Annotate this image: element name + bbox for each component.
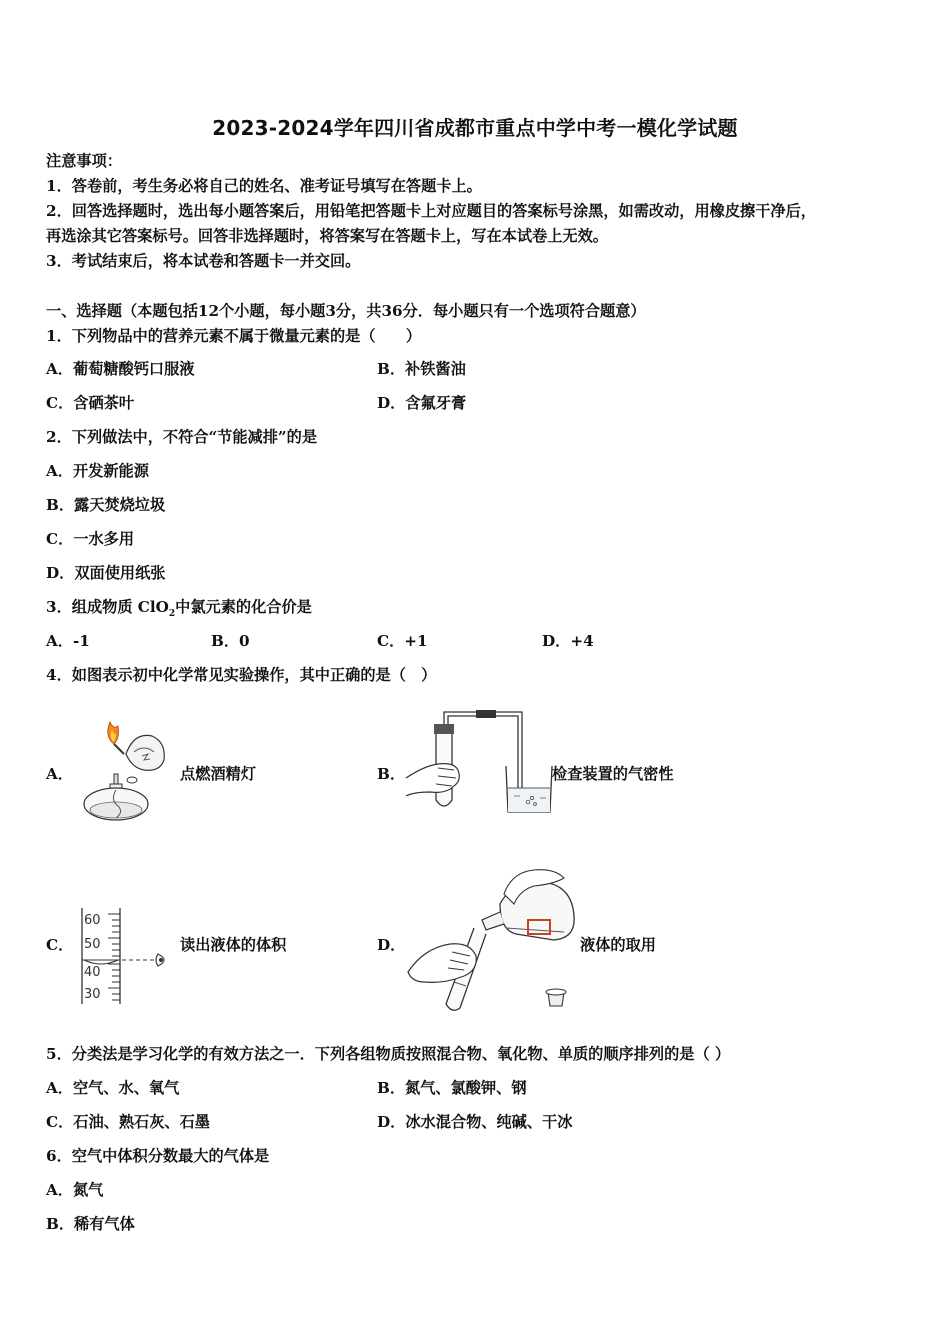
q3-stem: 3．组成物质 ClO$_2$中氯元素的化合价是 — [46, 598, 312, 620]
q2-option-a: A．开发新能源 — [46, 462, 149, 480]
page-title: 2023-2024学年四川省成都市重点中学中考一模化学试题 — [212, 116, 738, 140]
airtightness-figure — [404, 708, 554, 818]
q3-option-c: C．+1 — [377, 632, 428, 650]
q1-stem: 1．下列物品中的营养元素不属于微量元素的是（ ） — [46, 327, 422, 345]
q4-option-c-label: C． — [46, 936, 74, 954]
liquid-pouring-figure — [404, 864, 584, 1016]
q4-option-a-label: A． — [46, 765, 73, 783]
q4-option-d-label: D． — [377, 936, 406, 954]
q5-option-a: A．空气、水、氧气 — [46, 1079, 180, 1097]
q5-option-c: C．石油、熟石灰、石墨 — [46, 1113, 210, 1131]
scale-tick-label: 30 — [84, 987, 101, 1002]
notice-item: 再选涂其它答案标号。回答非选择题时，将答案写在答题卡上，写在本试卷上无效。 — [46, 227, 608, 245]
q1-option-d: D．含氟牙膏 — [377, 394, 467, 412]
q2-option-b: B．露天焚烧垃圾 — [46, 496, 166, 514]
graduated-cylinder-figure — [78, 906, 178, 1010]
q6-option-b: B．稀有气体 — [46, 1215, 135, 1233]
scale-tick-label: 50 — [84, 937, 101, 952]
notice-item: 1．答卷前，考生务必将自己的姓名、准考证号填写在答题卡上。 — [46, 177, 482, 195]
q2-option-d: D．双面使用纸张 — [46, 564, 166, 582]
q5-option-d: D．冰水混合物、纯碱、干冰 — [377, 1113, 573, 1131]
notice-item: 2．回答选择题时，选出每小题答案后，用铅笔把答题卡上对应题目的答案标号涂黑，如需改动，用橡皮擦干净后， — [46, 202, 816, 220]
q6-stem: 6．空气中体积分数最大的气体是 — [46, 1147, 270, 1165]
scale-tick-label: 40 — [84, 965, 101, 980]
alcohol-lamp-figure — [74, 714, 174, 824]
q4-option-b-label: B． — [377, 765, 406, 783]
q5-option-b: B．氮气、氯酸钾、钢 — [377, 1079, 527, 1097]
q4-option-d-text: 液体的取用 — [580, 936, 656, 954]
scale-tick-label: 60 — [84, 913, 101, 928]
q3-option-a: A．-1 — [46, 632, 90, 650]
q3-option-d: D．+4 — [542, 632, 594, 650]
q1-option-c: C．含硒茶叶 — [46, 394, 135, 412]
q3-option-b: B．0 — [211, 632, 250, 650]
notice-item: 3．考试结束后，将本试卷和答题卡一并交回。 — [46, 252, 361, 270]
q4-option-a-text: 点燃酒精灯 — [180, 765, 256, 783]
q1-option-a: A．葡萄糖酸钙口服液 — [46, 360, 195, 378]
q4-option-c-text: 读出液体的体积 — [180, 936, 287, 954]
q4-stem: 4．如图表示初中化学常见实验操作，其中正确的是（ ） — [46, 666, 437, 684]
q1-option-b: B．补铁酱油 — [377, 360, 466, 378]
q6-option-a: A．氮气 — [46, 1181, 104, 1199]
q2-option-c: C．一水多用 — [46, 530, 135, 548]
section-heading: 一、选择题（本题包括12个小题，每小题3分，共36分．每小题只有一个选项符合题意） — [46, 302, 646, 320]
q5-stem: 5．分类法是学习化学的有效方法之一．下列各组物质按照混合物、氧化物、单质的顺序排列的是（ ） — [46, 1045, 731, 1063]
q2-stem: 2．下列做法中，不符合“节能减排”的是 — [46, 428, 318, 446]
q4-option-b-text: 检查装置的气密性 — [552, 765, 674, 783]
notice-heading: 注意事项： — [46, 152, 122, 170]
